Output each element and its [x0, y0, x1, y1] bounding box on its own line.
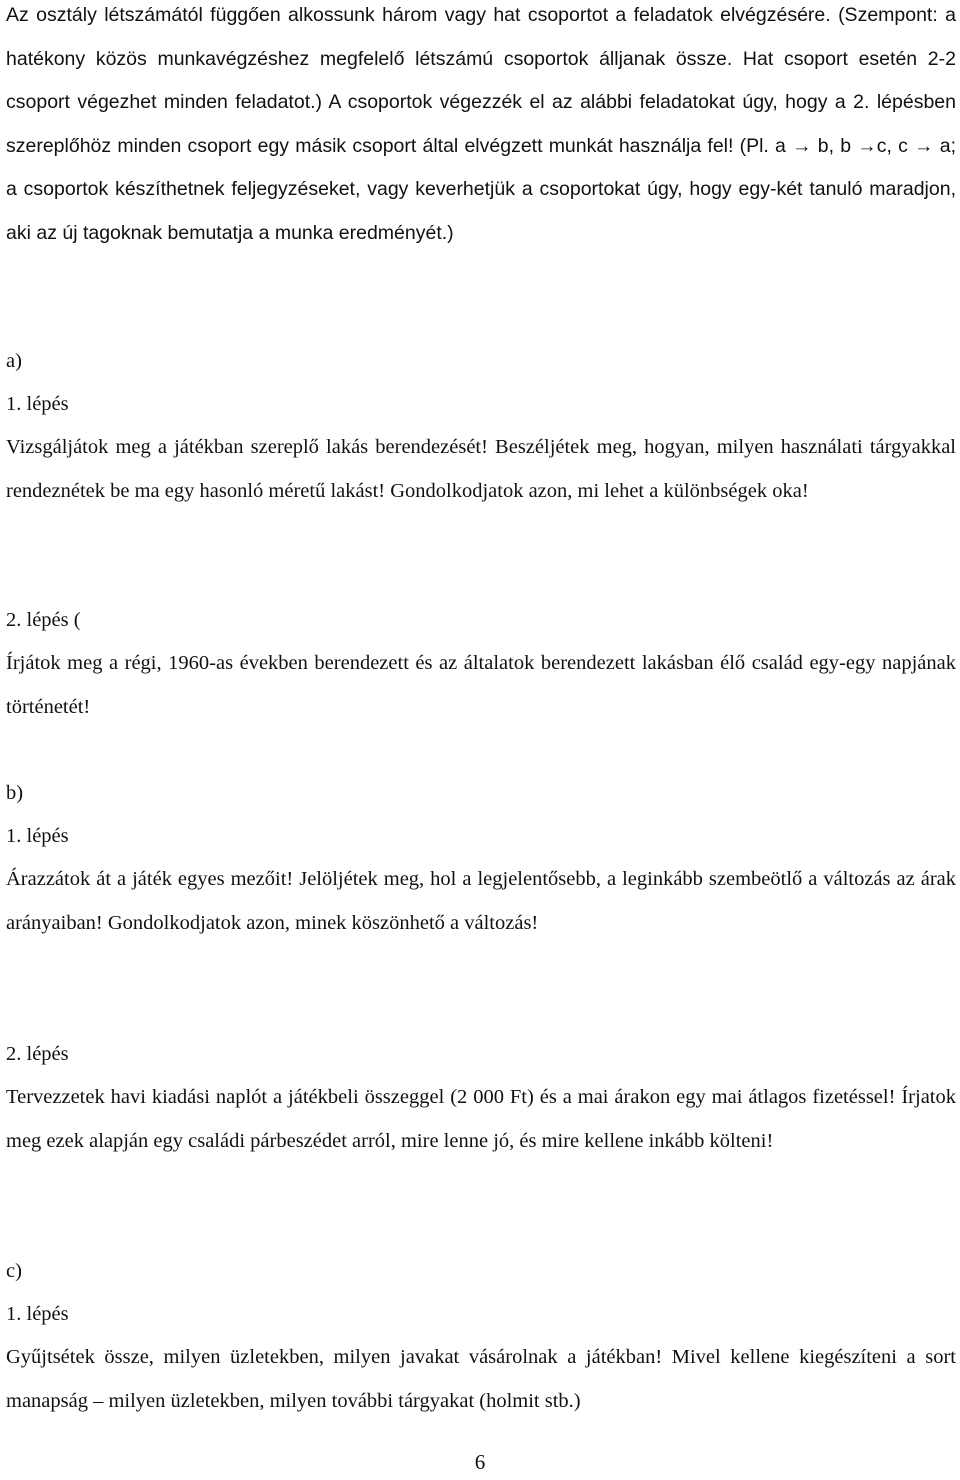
section-a-label: a) [6, 350, 22, 372]
section-a-step2-label: 2. lépés ( [6, 609, 81, 631]
section-c-step1-text: Gyűjtsétek össze, milyen üzletekben, milyen javakat vásárolnak a játékban! Mivel kellene kiegészíteni a sort manapság – milyen üzletekben, milyen további tárgyakat (holmit stb.) [6, 1346, 956, 1412]
intro-paragraph: Az osztály létszámától függően alkossunk három vagy hat csoportot a feladatok elvégzésére. (Szempont: a hatékony közös munkavégzéshez megfelelő létszámú csoportok álljanak össze. Hat csoport esetén 2-2 csoport végezhet minden feladatot.) A csoportok végezzék el az alábbi feladatokat úgy, hogy a 2. lépésben szereplőhöz minden csoport egy másik csoport által elvégzett munkát használja fel! (Pl. a → b, b →c, c → a; a csoportok készíthetnek feljegyzéseket, vagy keverhetjük a csoportokat úgy, hogy egy-két tanuló maradjon, aki az új tagoknak bemutatja a munka eredményét.) [6, 4, 956, 244]
section-a-step1-label: 1. lépés [6, 393, 69, 415]
section-b-step1-text: Árazzátok át a játék egyes mezőit! Jelöljétek meg, hol a legjelentősebb, a leginkább szembeötlő a változás az árak arányaiban! Gondolkodjatok azon, minek köszönhető a változás! [6, 868, 956, 934]
section-b-step2-label: 2. lépés [6, 1043, 69, 1065]
section-a-step1-text: Vizsgáljátok meg a játékban szereplő lakás berendezését! Beszéljétek meg, hogyan, milyen használati tárgyakkal rendeznétek be ma egy hasonló méretű lakást! Gondolkodjatok azon, mi lehet a különbségek oka! [6, 436, 956, 502]
section-a-step2-text: Írjátok meg a régi, 1960-as években berendezett és az általatok berendezett lakásban élő család egy-egy napjának történetét! [6, 652, 956, 718]
section-b-step1-label: 1. lépés [6, 825, 69, 847]
section-b-label: b) [6, 782, 24, 804]
section-c-label: c) [6, 1260, 22, 1282]
page-number: 6 [474, 1450, 486, 1474]
section-b-step2-text: Tervezzetek havi kiadási naplót a játékbeli összeggel (2 000 Ft) és a mai árakon egy mai átlagos fizetéssel! Írjatok meg ezek alapján egy családi párbeszédet arról, mire lenne jó, és mire kellene inkább költeni! [6, 1086, 956, 1152]
section-c-step1-label: 1. lépés [6, 1303, 69, 1325]
